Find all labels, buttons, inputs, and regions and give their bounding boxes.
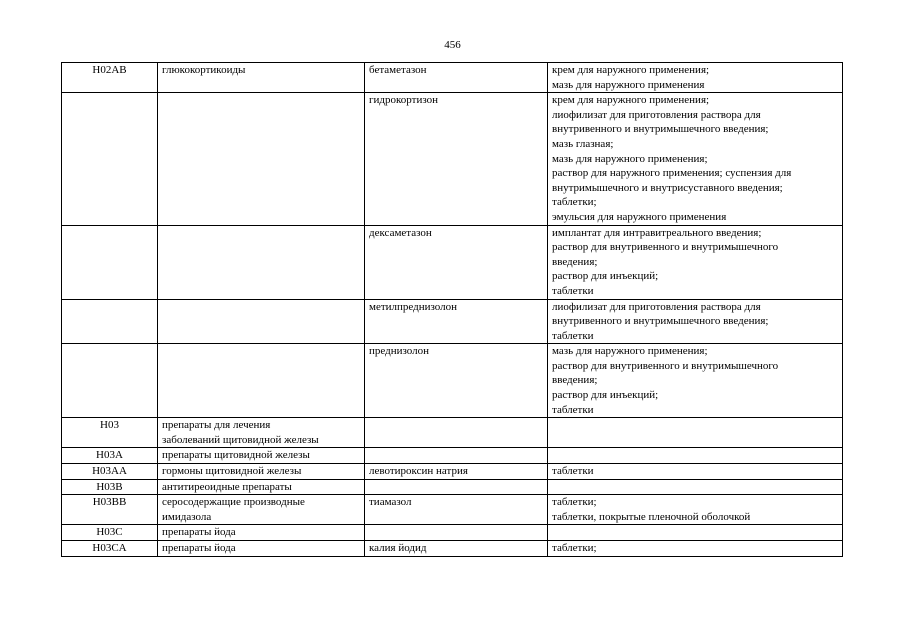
group-text-line: препараты йода [162, 542, 236, 554]
group-text-line: гормоны щитовидной железы [162, 465, 302, 478]
dosage-form-line: таблетки [552, 329, 594, 342]
table-row [62, 418, 843, 448]
dosage-form-line: лиофилизат для приготовления раствора для [552, 300, 761, 313]
drug-name-cell [365, 448, 548, 464]
drug-name-cell: левотироксин натрия [365, 464, 548, 480]
drug-name-cell: гидрокортизон [365, 93, 548, 225]
group-text-line: препараты для лечения [162, 419, 271, 432]
drug-name-cell: дексаметазон [365, 225, 548, 299]
anatomic-therapeutic-group-cell [158, 525, 365, 541]
dosage-form-line: раствор для инъекций; [552, 389, 659, 402]
dosage-forms-cell [548, 93, 843, 225]
dosage-form-line: раствор для внутривенного и внутримышечного [552, 359, 779, 372]
table-row [62, 225, 843, 299]
atc-code-cell [62, 93, 158, 225]
dosage-form-line: раствор для наружного применения; суспензия для [552, 167, 792, 180]
table-row [62, 541, 843, 557]
table-row [62, 93, 843, 225]
dosage-form-line: таблетки [552, 465, 594, 478]
dosage-form-line: мазь для наружного применения; [552, 345, 708, 358]
dosage-form-line: таблетки; [552, 496, 597, 509]
anatomic-therapeutic-group-cell [158, 299, 365, 344]
anatomic-therapeutic-group-cell [158, 541, 365, 557]
drug-name-cell: преднизолон [365, 344, 548, 418]
drug-name-cell [365, 418, 548, 448]
dosage-forms-cell [548, 418, 843, 448]
anatomic-therapeutic-group-cell [158, 448, 365, 464]
drug-name-cell: калия йодид [365, 541, 548, 557]
dosage-form-line: крем для наружного применения; [552, 64, 710, 76]
atc-code-cell: H03C [62, 525, 158, 541]
anatomic-therapeutic-group-cell [158, 479, 365, 495]
page-number: 456 [444, 39, 461, 51]
anatomic-therapeutic-group-cell [158, 344, 365, 418]
table-row [62, 344, 843, 418]
dosage-forms-cell [548, 344, 843, 418]
atc-code-cell: H03AA [62, 464, 158, 480]
anatomic-therapeutic-group-cell [158, 464, 365, 480]
dosage-form-line: таблетки, покрытые пленочной оболочкой [552, 510, 751, 523]
dosage-form-line: раствор для внутривенного и внутримышечного [552, 241, 779, 254]
table-row [62, 464, 843, 480]
group-text-line: препараты йода [162, 526, 236, 539]
dosage-forms-cell [548, 63, 843, 93]
dosage-form-line: мазь для наружного применения [552, 78, 705, 91]
dosage-form-line: лиофилизат для приготовления раствора для [552, 108, 761, 121]
atc-code-cell [62, 225, 158, 299]
table-row [62, 448, 843, 464]
dosage-form-line: внутривенного и внутримышечного введения; [552, 123, 769, 136]
anatomic-therapeutic-group-cell [158, 418, 365, 448]
anatomic-therapeutic-group-cell [158, 93, 365, 225]
table-row [62, 63, 843, 93]
group-text-line: серосодержащие производные [162, 496, 305, 509]
group-text-line: антитиреоидные препараты [162, 480, 292, 493]
atc-code-cell: H03CA [62, 541, 158, 557]
dosage-form-line: введения; [552, 374, 598, 387]
dosage-form-line: внутривенного и внутримышечного введения; [552, 315, 769, 328]
atc-code-cell: H03A [62, 448, 158, 464]
dosage-form-line: мазь для наружного применения; [552, 152, 708, 165]
anatomic-therapeutic-group-cell [158, 495, 365, 525]
atc-code-cell: H03BB [62, 495, 158, 525]
group-text-line: заболеваний щитовидной железы [162, 433, 319, 446]
dosage-form-line: таблетки [552, 403, 594, 416]
table-row [62, 495, 843, 525]
dosage-form-line: введения; [552, 255, 598, 268]
atc-code-cell: H03B [62, 479, 158, 495]
dosage-form-line: таблетки; [552, 196, 597, 209]
drug-name-cell: тиамазол [365, 495, 548, 525]
anatomic-therapeutic-group-cell [158, 63, 365, 93]
dosage-form-line: имплантат для интравитреального введения; [552, 226, 762, 239]
dosage-forms-cell [548, 525, 843, 541]
anatomic-therapeutic-group-cell [158, 225, 365, 299]
dosage-form-line: раствор для инъекций; [552, 270, 659, 283]
table-row [62, 299, 843, 344]
table-row [62, 479, 843, 495]
table-body [62, 63, 843, 557]
dosage-forms-cell [548, 448, 843, 464]
drug-name-cell: метилпреднизолон [365, 299, 548, 344]
dosage-forms-cell [548, 299, 843, 344]
drug-name-cell [365, 479, 548, 495]
dosage-forms-cell [548, 225, 843, 299]
group-text-line: препараты щитовидной железы [162, 449, 310, 462]
drug-name-cell: бетаметазон [365, 63, 548, 93]
group-text-line: имидазола [162, 510, 212, 523]
table-row [62, 525, 843, 541]
atc-code-cell: H03 [62, 418, 158, 448]
dosage-form-line: таблетки [552, 284, 594, 297]
dosage-forms-cell [548, 495, 843, 525]
group-text-line: глюкокортикоиды [162, 64, 246, 76]
dosage-form-line: крем для наружного применения; [552, 94, 710, 107]
dosage-forms-cell [548, 464, 843, 480]
atc-code-cell: H02AB [62, 63, 158, 93]
dosage-forms-cell [548, 541, 843, 557]
dosage-form-line: мазь глазная; [552, 137, 614, 150]
dosage-form-line: внутримышечного и внутрисуставного введения; [552, 181, 783, 194]
dosage-form-line: эмульсия для наружного применения [552, 210, 727, 223]
atc-code-cell [62, 344, 158, 418]
drug-name-cell [365, 525, 548, 541]
dosage-form-line: таблетки; [552, 542, 597, 554]
drug-table [61, 62, 843, 557]
atc-code-cell [62, 299, 158, 344]
dosage-forms-cell [548, 479, 843, 495]
